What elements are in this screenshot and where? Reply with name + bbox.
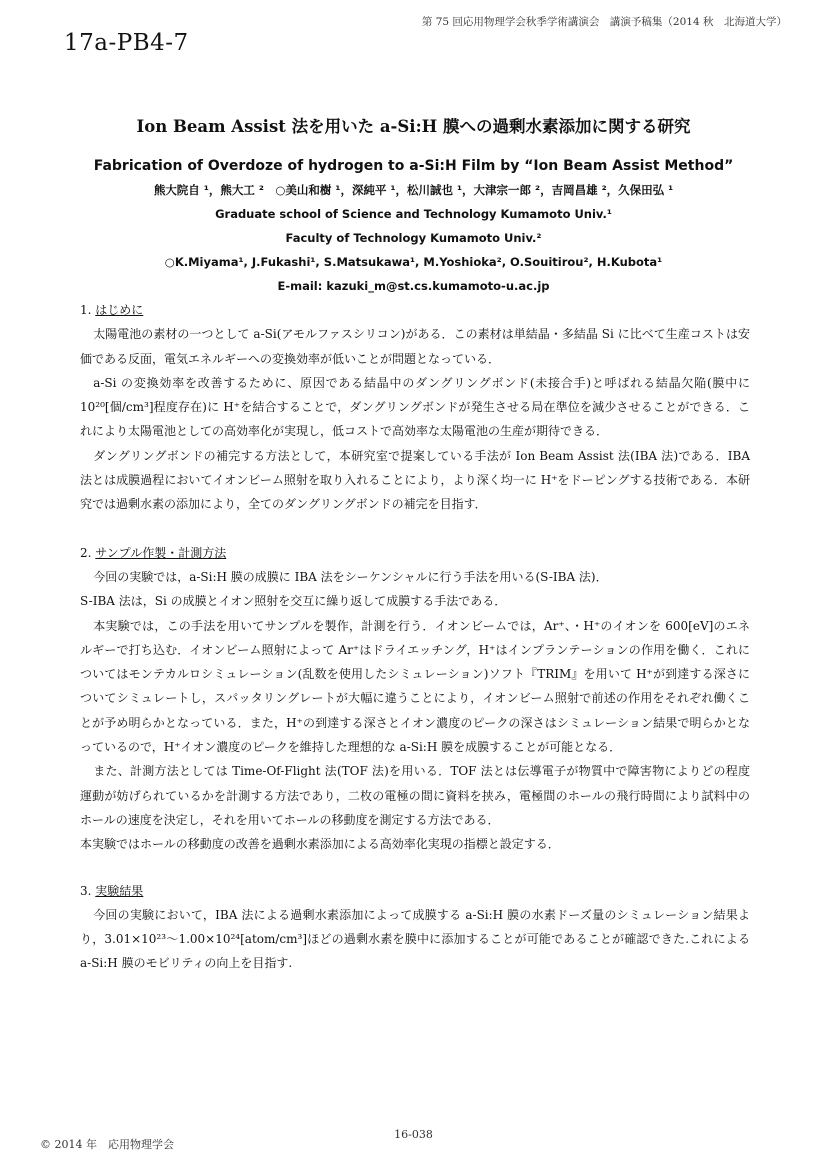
paragraph: 今回の実験において，IBA 法による過剰水素添加によって成膜する a-Si:H 膜の水素ドーズ量のシミュレーション結果より，3.01×10²³～1.00×10²⁴[atom/cm³]ほどの過剰水素を膜中に添加することが可能であることが確認できた.これによる a-Si:H 膜のモビリティの向上を目指す. xyxy=(80,907,750,971)
paper-body xyxy=(80,298,750,976)
section-title: サンプル作製・計測方法 xyxy=(95,545,227,560)
paragraph: S-IBA 法は，Si の成膜とイオン照射を交互に繰り返して成膜する手法である． xyxy=(80,594,507,609)
paragraph: ダングリングボンドの補完する方法として，本研究室で提案している手法が Ion Beam Assist 法(IBA 法)である．IBA 法とは成膜過程においてイオンビーム照射を取り入れることにより，より深く均一に H⁺をドーピングする技術である．本研究では過剰水素の添加により，全てのダングリングボンドの補完を目指す． xyxy=(80,448,750,512)
email-address: E-mail: kazuki_m@st.cs.kumamoto-u.ac.jp xyxy=(277,279,550,293)
authors-japanese: 熊大院自 ¹，熊大工 ² ○美山和樹 ¹，深純平 ¹，松川誠也 ¹，大津宗一郎 ²，吉岡昌雄 ²，久保田弘 ¹ xyxy=(153,183,674,197)
section-heading xyxy=(80,879,750,903)
title-japanese: Ion Beam Assist 法を用いた a-Si:H 膜への過剰水素添加に関する研究 xyxy=(136,117,691,136)
affiliation-2: Faculty of Technology Kumamoto Univ.² xyxy=(285,231,542,245)
page-number: 16-038 xyxy=(394,1128,433,1141)
paragraph: 本実験では，この手法を用いてサンプルを製作，計測を行う．イオンビームでは，Ar⁺、・H⁺のイオンを 600[eV]のエネルギーで打ち込む．イオンビーム照射によって Ar⁺はドライエッチング，H⁺はインプランテーションの作用を働く．これについてはモンテカルロシミュレーション(乱数を使用したシミュレーション)ソフト『TRIM』を用いて H⁺が到達する深さについてシミュレートし，スパッタリングレートが大幅に違うことにより，イオンビーム照射で前述の作用をそれぞれ働くことが予め明らかとなっている．また，H⁺の到達する深さとイオン濃度のピークの深さはシミュレーション結果で明らかとなっているので，H⁺イオン濃度のピークを維持した理想的な a-Si:H 膜を成膜することが可能となる． xyxy=(80,618,750,755)
copyright: © 2014 年 応用物理学会 xyxy=(40,1138,174,1151)
section-results xyxy=(80,879,750,976)
paragraph: a-Si の変換効率を改善するために、原因である結晶中のダングリングボンド(未接合手)と呼ばれる結晶欠陥(膜中に 10²⁰[個/cm³]程度存在)に H⁺を結合することで，ダングリングボンドが発生させる局在準位を減少させることができる．これにより太陽電池としての高効率化が実現し，低コストで高効率な太陽電池の生産が期待できる． xyxy=(80,375,750,439)
section-heading xyxy=(80,298,750,322)
section-introduction xyxy=(80,298,750,517)
paragraph: 太陽電池の素材の一つとして a-Si(アモルファスシリコン)がある．この素材は単結晶・多結晶 Si に比べて生産コストは安価である反面，電気エネルギーへの変換効率が低いことが問題となっている． xyxy=(80,327,750,366)
paragraph: 本実験ではホールの移動度の改善を過剰水素添加による高効率化実現の指標と設定する． xyxy=(80,837,560,852)
section-title: はじめに xyxy=(95,303,144,317)
section-number: 1. xyxy=(80,303,92,317)
paragraph: また、計測方法としては Time-Of-Flight 法(TOF 法)を用いる．TOF 法とは伝導電子が物質中で障害物によりどの程度運動が妨げられているかを計測する方法であり，二枚の電極の間に資料を挟み，電極間のホールの飛行時間により試料中のホールの速度を決定し，それを用いてホールの移動度を測定する方法である． xyxy=(80,764,750,827)
title-block xyxy=(0,116,827,298)
section-number: 2. xyxy=(80,545,92,560)
affiliation-1: Graduate school of Science and Technology Kumamoto Univ.¹ xyxy=(215,207,612,221)
paragraph: 今回の実験では，a-Si:H 膜の成膜に IBA 法をシーケンシャルに行う手法を用いる(S-IBA 法)． xyxy=(93,569,608,584)
title-english: Fabrication of Overdoze of hydrogen to a-Si:H Film by “Ion Beam Assist Method” xyxy=(93,158,734,174)
conference-header: 第 75 回応用物理学会秋季学術講演会 講演予稿集（2014 秋 北海道大学） xyxy=(421,16,787,28)
section-number: 3. xyxy=(80,883,92,898)
section-title: 実験結果 xyxy=(95,883,144,898)
paper-id: 17a-PB4-7 xyxy=(64,30,189,56)
section-heading xyxy=(80,541,750,565)
section-methods xyxy=(80,541,750,857)
authors-english: ○K.Miyama¹, J.Fukashi¹, S.Matsukawa¹, M.Yoshioka², O.Souitirou², H.Kubota¹ xyxy=(164,255,663,269)
